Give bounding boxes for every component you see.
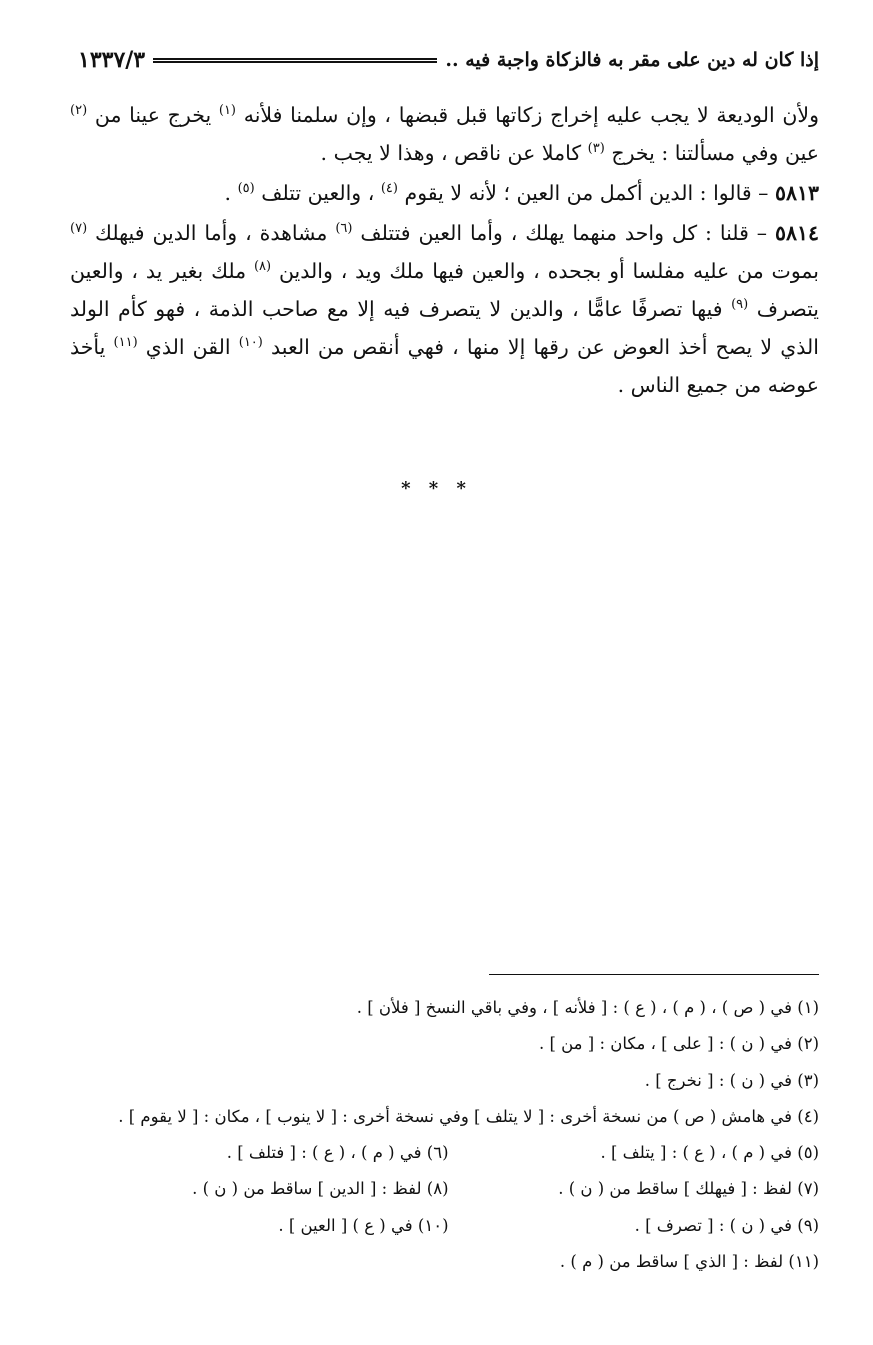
footnote-ref[interactable]: (١١) xyxy=(113,335,138,351)
footnote-row xyxy=(78,1171,819,1207)
header-title: إذا كان له دين على مقر به فالزكاة واجبة فيه .. xyxy=(445,49,819,71)
footnote-7: (٧) لفظ : [ فيهلك ] ساقط من ( ن ) . xyxy=(558,1179,819,1199)
page-number: ١٣٣٧/٣ xyxy=(78,47,146,73)
section-separator: * * * xyxy=(401,478,472,499)
running-header xyxy=(78,42,819,78)
text-segment: مشاهدة ، وأما الدين فيهلك xyxy=(95,221,328,245)
text-segment: يأخذ عوضه من جميع الناس . xyxy=(70,335,819,397)
footnote-11: (١١) لفظ : [ الذي ] ساقط من ( م ) . xyxy=(559,1252,819,1272)
footnote-10: (١٠) في ( ع ) [ العين ] . xyxy=(278,1215,449,1235)
footnote-ref[interactable]: (١) xyxy=(218,103,236,119)
footnote-2: (٢) في ( ن ) : [ على ] ، مكان : [ من ] . xyxy=(538,1034,819,1054)
paragraph-5814 xyxy=(70,214,819,404)
footnote-ref[interactable]: (٣) xyxy=(587,141,605,157)
paragraph-number: ٥٨١٤ xyxy=(774,221,819,245)
footnote-ref[interactable]: (٥) xyxy=(237,181,255,197)
footnote-4: (٤) في هامش ( ص ) من نسخة أخرى : [ لا يتلف ] وفي نسخة أخرى : [ لا ينوب ] ، مكان : [ لا يقوم ] . xyxy=(118,1106,819,1126)
header-rule xyxy=(153,58,437,63)
footnotes xyxy=(78,990,819,1280)
text-segment: – قلنا : كل واحد منهما يهلك ، وأما العين فتتلف xyxy=(360,221,768,245)
text-segment: ، والعين تتلف xyxy=(261,181,375,205)
text-segment: – قالوا : الدين أكمل من العين ؛ لأنه لا يقوم xyxy=(404,181,769,205)
footnote-ref[interactable]: (٧) xyxy=(70,221,88,237)
text-segment: ولأن الوديعة لا يجب عليه إخراج زكاتها قبل قبضها ، وإن سلمنا فلأنه xyxy=(243,103,819,127)
text-segment: ملك بغير يد ، والعين يتصرف xyxy=(70,259,819,321)
main-text xyxy=(70,96,819,404)
text-segment: فيها تصرفًا عامًّا ، والدين لا يتصرف فيه إلا مع صاحب الذمة ، فهو كأم الولد الذي لا يصح أخذ العوض عن رقها إلا منها ، فهي أنقص من العبد xyxy=(70,297,819,359)
text-segment: يخرج عينا من xyxy=(94,103,212,127)
text-segment: كاملا عن ناقص ، وهذا لا يجب . xyxy=(320,141,582,165)
footnote-ref[interactable]: (٤) xyxy=(380,181,398,197)
footnote-3: (٣) في ( ن ) : [ نخرج ] . xyxy=(644,1070,819,1090)
footnote-ref[interactable]: (٨) xyxy=(253,259,272,275)
footnote-8: (٨) لفظ : [ الدين ] ساقط من ( ن ) . xyxy=(192,1179,449,1199)
footnote-5: (٥) في ( م ) ، ( ع ) : [ يتلف ] . xyxy=(600,1143,819,1163)
footnote-rule xyxy=(489,974,819,975)
text-segment: عين وفي مسألتنا : يخرج xyxy=(611,141,819,165)
text-segment: القن الذي xyxy=(145,335,231,359)
footnote-ref[interactable]: (٢) xyxy=(70,103,88,119)
footnote-6: (٦) في ( م ) ، ( ع ) : [ فتلف ] . xyxy=(226,1143,449,1163)
footnote-row xyxy=(78,1208,819,1244)
text-segment: بموت من عليه مفلسا أو بجحده ، والعين فيها ملك ويد ، والدين xyxy=(278,259,819,283)
footnote-ref[interactable]: (١٠) xyxy=(238,335,263,351)
footnote-ref[interactable]: (٩) xyxy=(731,297,749,313)
footnote-1: (١) في ( ص ) ، ( م ) ، ( ع ) : [ فلأنه ] ، وفي باقي النسخ [ فلأن ] . xyxy=(356,998,819,1017)
paragraph-number: ٥٨١٣ xyxy=(774,181,819,205)
text-segment: . xyxy=(224,181,232,205)
footnote-9: (٩) في ( ن ) : [ تصرف ] . xyxy=(634,1215,819,1235)
paragraph-1 xyxy=(70,96,819,172)
footnote-ref[interactable]: (٦) xyxy=(335,221,353,237)
paragraph-5813 xyxy=(70,174,819,212)
footnote-row xyxy=(78,1135,819,1171)
